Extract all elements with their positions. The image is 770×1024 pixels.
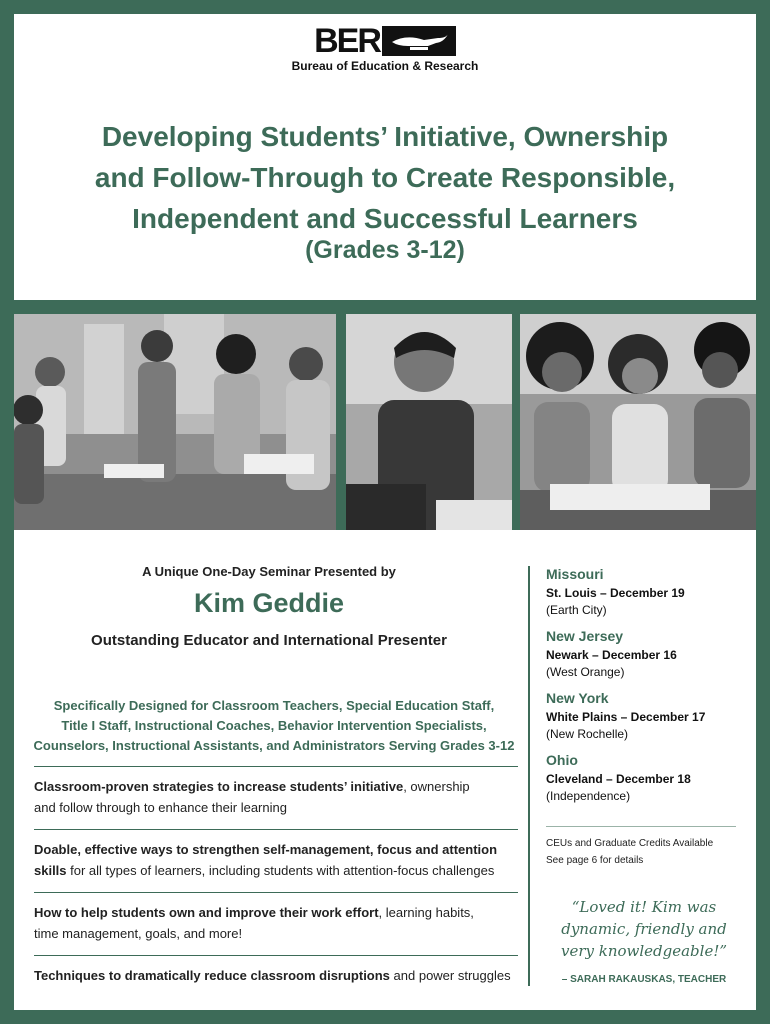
benefit-bold-line2: skills <box>34 863 67 878</box>
girls-studying-photo <box>520 314 756 530</box>
credits-line-1: CEUs and Graduate Credits Available <box>546 838 714 849</box>
grades-label: (Grades 3-12) <box>305 236 465 264</box>
benefit-text-line2: for all types of learners, including students with attention-focus challenges <box>66 863 495 878</box>
credits-line-2: See page 6 for details <box>546 855 644 866</box>
column-divider <box>528 566 530 986</box>
location-area: (Independence) <box>546 789 631 803</box>
benefit-list <box>34 766 518 1005</box>
location-city-date: St. Louis – December 19 <box>546 586 685 600</box>
benefit-item <box>34 892 518 955</box>
benefit-text: , ownership <box>403 779 470 794</box>
quote-line-3: very knowledgeable!” <box>560 942 728 960</box>
benefit-text: and power struggles <box>389 968 511 983</box>
location-item <box>546 752 746 805</box>
location-item <box>546 690 746 743</box>
location-city-date: White Plains – December 17 <box>546 710 706 724</box>
benefit-bold: Doable, effective ways to strengthen self-management, focus and attention <box>34 842 498 857</box>
logo-text: BER <box>314 22 380 60</box>
presenter-name: Kim Geddie <box>193 588 345 618</box>
benefit-text: , learning habits, <box>378 905 474 920</box>
testimonial-quote <box>546 896 742 962</box>
location-area: (West Orange) <box>546 665 625 679</box>
seminar-title <box>14 116 756 239</box>
quote-line-2: dynamic, friendly and <box>561 920 727 938</box>
classroom-group-photo <box>14 314 336 530</box>
benefit-bold: How to help students own and improve their work effort <box>34 905 379 920</box>
location-state: Ohio <box>546 752 578 768</box>
header-panel <box>14 14 756 300</box>
title-line-3: Independent and Successful Learners <box>132 203 638 234</box>
presenter-role: Outstanding Educator and International Presenter <box>91 632 447 649</box>
location-city-date: Newark – December 16 <box>546 648 677 662</box>
audience-line-3: Counselors, Instructional Assistants, and Administrators Serving Grades 3-12 <box>33 738 515 753</box>
ber-logo <box>14 22 756 73</box>
organization-name: Bureau of Education & Research <box>291 59 479 73</box>
benefit-bold: Techniques to dramatically reduce classroom disruptions <box>34 968 390 983</box>
student-writing-photo <box>346 314 512 530</box>
credits-note <box>546 826 736 869</box>
location-area: (New Rochelle) <box>546 727 629 741</box>
location-state: New Jersey <box>546 628 624 644</box>
location-state: Missouri <box>546 566 604 582</box>
lamp-icon <box>382 26 456 56</box>
benefit-text-line2: and follow through to enhance their learning <box>34 800 287 815</box>
target-audience <box>24 696 524 756</box>
location-state: New York <box>546 690 609 706</box>
benefit-item <box>34 829 518 892</box>
benefit-item <box>34 766 518 829</box>
content-panel <box>14 530 756 1010</box>
audience-line-1: Specifically Designed for Classroom Teachers, Special Education Staff, <box>53 698 495 713</box>
location-list <box>546 566 746 814</box>
photo-strip <box>14 314 756 530</box>
benefit-item <box>34 955 518 1005</box>
location-area: (Earth City) <box>546 603 607 617</box>
audience-line-2: Title I Staff, Instructional Coaches, Behavior Intervention Specialists, <box>61 718 487 733</box>
quote-line-1: “Loved it! Kim was <box>571 898 717 916</box>
title-line-2: and Follow-Through to Create Responsible, <box>94 162 676 193</box>
testimonial-author: – SARAH RAKAUSKAS, TEACHER <box>561 974 727 985</box>
location-item <box>546 566 746 619</box>
location-city-date: Cleveland – December 18 <box>546 772 691 786</box>
benefit-bold: Classroom-proven strategies to increase students’ initiative <box>34 779 404 794</box>
location-item <box>546 628 746 681</box>
title-line-1: Developing Students’ Initiative, Ownership <box>101 121 669 152</box>
benefit-text-line2: time management, goals, and more! <box>34 926 243 941</box>
presented-by-label: A Unique One-Day Seminar Presented by <box>142 564 396 579</box>
